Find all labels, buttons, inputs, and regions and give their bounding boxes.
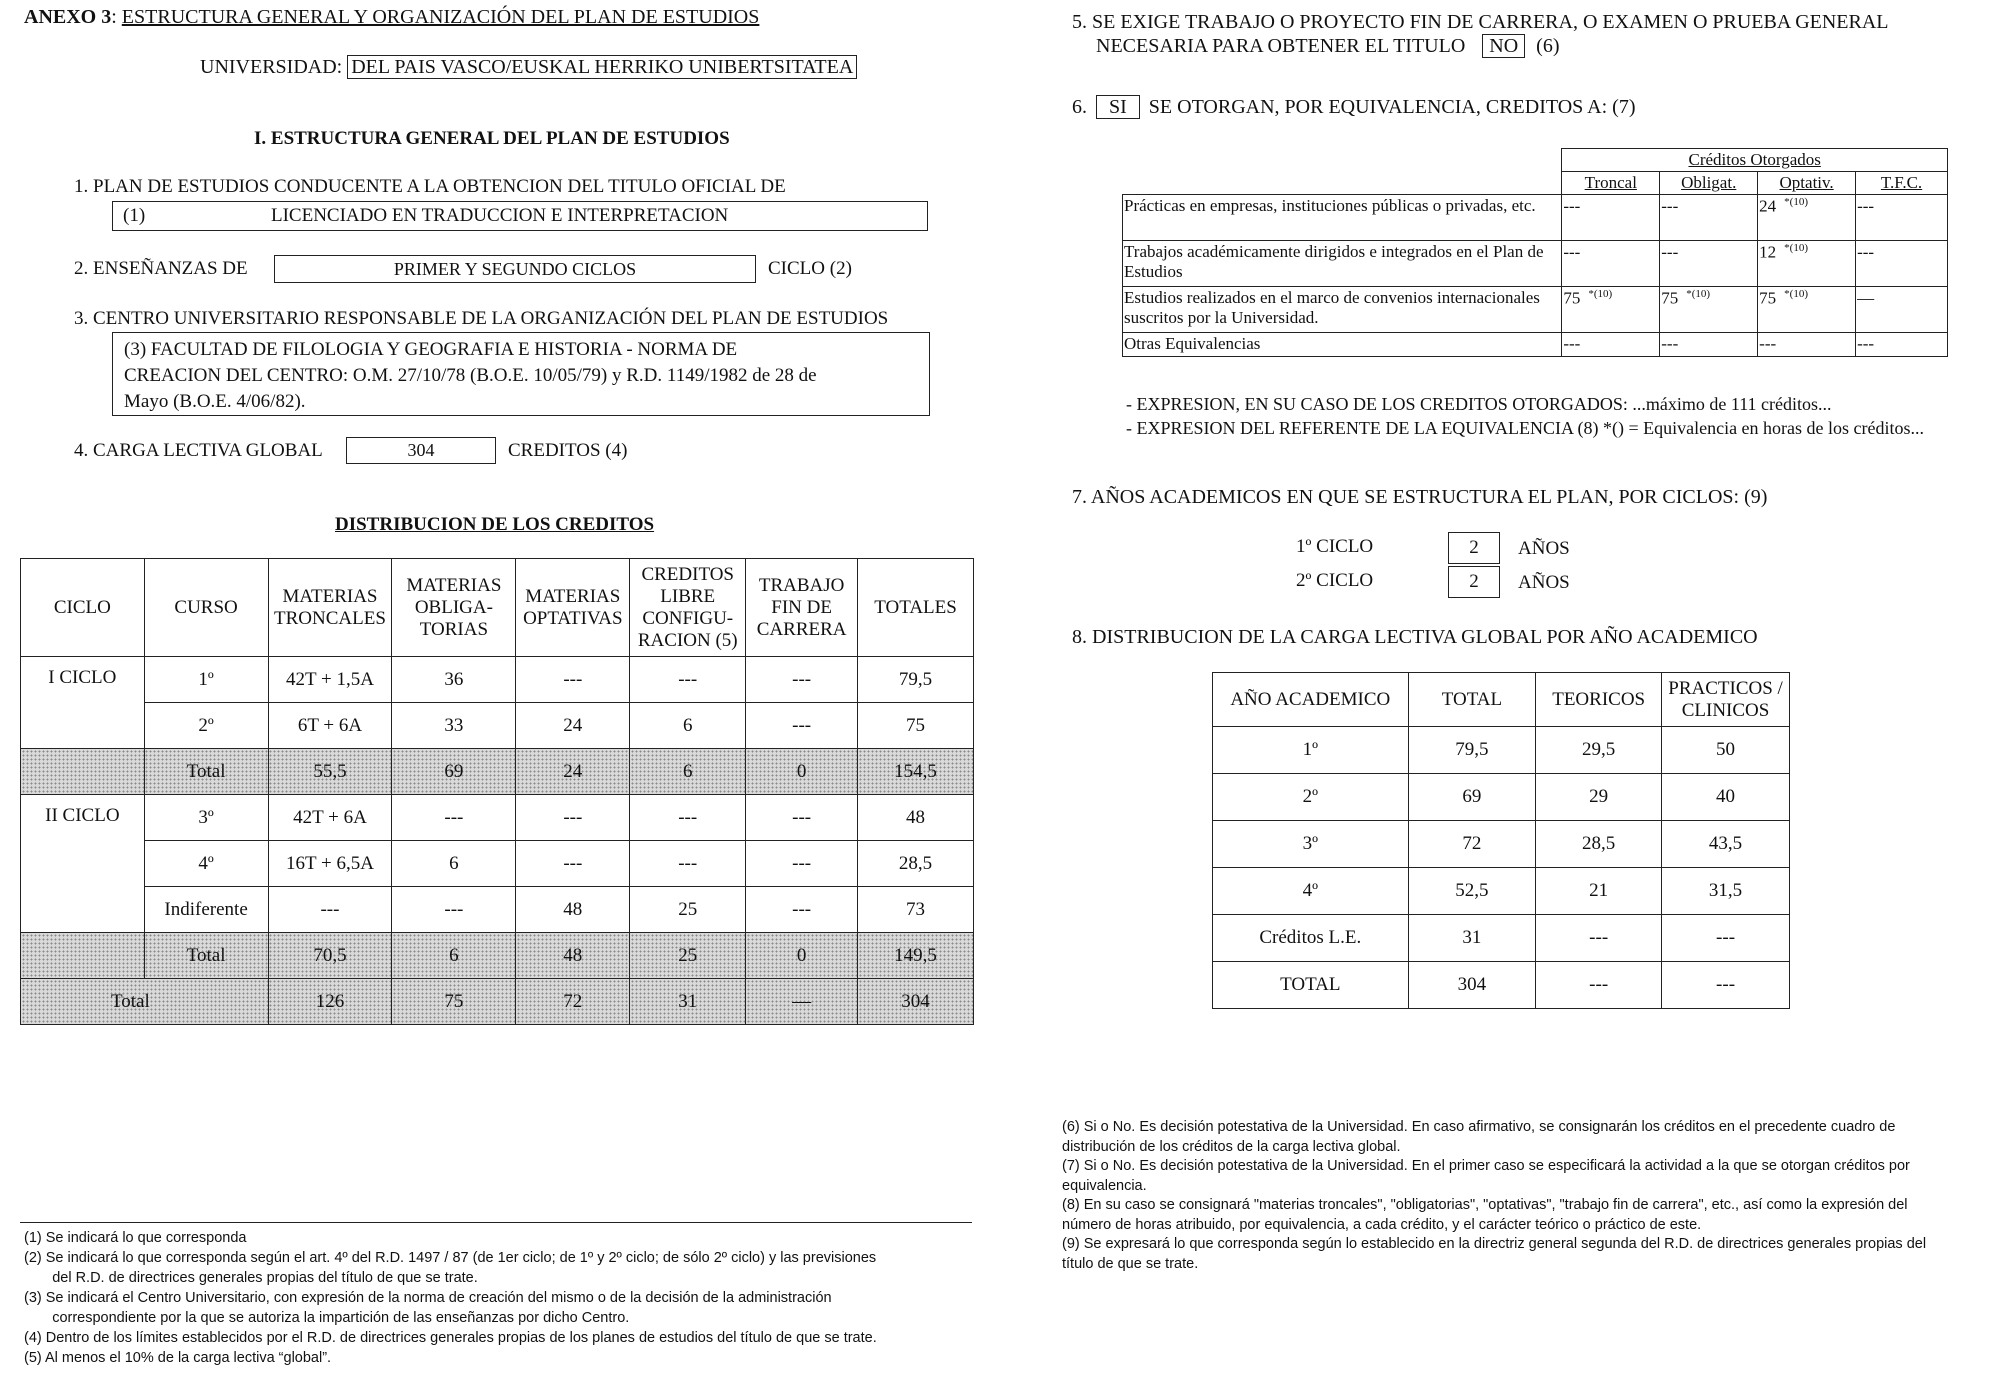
- item3-line2: CREACION DEL CENTRO: O.M. 27/10/78 (B.O.E. 10/05/79) y R.D. 1149/1982 de 28 de: [124, 365, 817, 386]
- header-practicos: PRACTICOS / CLINICOS: [1662, 673, 1790, 727]
- item4-label: 4. CARGA LECTIVA GLOBAL: [74, 440, 323, 461]
- item5-ref: (6): [1536, 35, 1560, 57]
- item6-expressions: [1126, 392, 1924, 440]
- header-total: TOTAL: [1408, 673, 1536, 727]
- col-optativ: Optativ.: [1758, 172, 1856, 195]
- university-name: DEL PAIS VASCO/EUSKAL HERRIKO UNIBERTSITATEA: [347, 55, 857, 79]
- university-label: UNIVERSIDAD:: [200, 56, 343, 78]
- item7-label: 7. AÑOS ACADEMICOS EN QUE SE ESTRUCTURA EL PLAN, POR CICLOS: (9): [1072, 486, 1768, 508]
- item3-label: 3. CENTRO UNIVERSITARIO RESPONSABLE DE LA ORGANIZACIÓN DEL PLAN DE ESTUDIOS: [74, 308, 889, 329]
- item7-ciclo2-label: 2º CICLO: [1296, 570, 1374, 591]
- table-row: Prácticas en empresas, instituciones públicas o privadas, etc. --- --- 24 $^{*(10)}$ ---: [1123, 195, 1948, 241]
- item4-suffix: CREDITOS (4): [508, 440, 628, 461]
- item1-value: LICENCIADO EN TRADUCCION E INTERPRETACION: [271, 205, 729, 226]
- header-curso: CURSO: [144, 559, 268, 657]
- header-totales: TOTALES: [858, 559, 974, 657]
- distribution-title: DISTRIBUCION DE LOS CREDITOS: [335, 514, 655, 535]
- table-row: Créditos L.E. 31 --- ---: [1213, 915, 1790, 962]
- annex-heading: ESTRUCTURA GENERAL Y ORGANIZACIÓN DEL PLAN DE ESTUDIOS: [121, 6, 760, 28]
- table-row: 2º 6T + 6A 33 24 6 --- 75: [21, 703, 974, 749]
- table-row: 4º 52,5 21 31,5: [1213, 868, 1790, 915]
- item3-line1: (3) FACULTAD DE FILOLOGIA Y GEOGRAFIA E HISTORIA - NORMA DE: [124, 339, 738, 360]
- item5-line2: NECESARIA PARA OBTENER EL TITULO: [1096, 35, 1466, 57]
- header-troncales: MATERIAS TRONCALES: [268, 559, 392, 657]
- table-row: 1º 79,5 29,5 50: [1213, 727, 1790, 774]
- table-row: I CICLO 1º 42T + 1,5A 36 --- --- --- 79,5: [21, 657, 974, 703]
- item2-suffix: CICLO (2): [768, 258, 852, 279]
- table-row: Estudios realizados en el marco de convenios internacionales suscritos por la Universidad. 75 $^{*(10)}$ 75 $^{*(10)}$ 75 $^{*(10)}$ —: [1123, 287, 1948, 333]
- item6-expr2: - EXPRESION DEL REFERENTE DE LA EQUIVALENCIA (8) *() = Equivalencia en horas de los créditos...: [1126, 418, 1925, 438]
- credits-table: [1122, 148, 1948, 357]
- table-row-grand-total: Total 126 75 72 31 — 304: [21, 979, 974, 1025]
- item2-label: 2. ENSEÑANZAS DE: [74, 258, 248, 279]
- item6-expr1: - EXPRESION, EN SU CASO DE LOS CREDITOS OTORGADOS: ...máximo de 111 créditos...: [1126, 394, 1832, 414]
- item5: [1072, 10, 1889, 58]
- item1-label: 1. PLAN DE ESTUDIOS CONDUCENTE A LA OBTENCION DEL TITULO OFICIAL DE: [74, 176, 786, 197]
- table-row: II CICLO 3º 42T + 6A --- --- --- --- 48: [21, 795, 974, 841]
- footnotes-left: (1) Se indicará lo que corresponda (2) Se indicará lo que corresponda según el art. 4º del R.D. 1497 / 87 (de 1er ciclo; de 1º y 2º ciclo; de sólo 2º ciclo) y las previsiones del R.D. de directrices generales propias del título de que se trate. (3) Se indicará el Centro Universitario, con expresión de la norma de creación del mismo o de la decisión de la administración correspondiente por la que se autoriza la impartición de las enseñanzas por dicho Centro. (4) Dentro de los límites establecidos por el R.D. de directrices generales propias de los planes de estudios del título de que se trate. (5) Al menos el 10% de la carga lectiva “global”.: [24, 1230, 877, 1366]
- table-row: TOTAL 304 --- ---: [1213, 962, 1790, 1009]
- distribution-header-row: [21, 559, 974, 657]
- item8-label: 8. DISTRIBUCION DE LA CARGA LECTIVA GLOBAL POR AÑO ACADEMICO: [1072, 626, 1758, 648]
- ciclo1-label: I CICLO: [21, 657, 145, 749]
- section-title: I. ESTRUCTURA GENERAL DEL PLAN DE ESTUDIOS: [254, 128, 730, 149]
- table-row-subtotal: Total 55,5 69 24 6 0 154,5: [21, 749, 974, 795]
- header-libre: CREDITOS LIBRE CONFIGU- RACION (5): [630, 559, 746, 657]
- item7-unit-1: AÑOS: [1518, 538, 1570, 559]
- annual-load-table: [1212, 672, 1790, 1009]
- annex-title: ANEXO 3: ESTRUCTURA GENERAL Y ORGANIZACIÓN DEL PLAN DE ESTUDIOS: [24, 6, 760, 28]
- table-row: Otras Equivalencias --- --- --- ---: [1123, 333, 1948, 357]
- header-optativas: MATERIAS OPTATIVAS: [516, 559, 630, 657]
- header-obligatorias: MATERIAS OBLIGA- TORIAS: [392, 559, 516, 657]
- item6-number: 6.: [1072, 96, 1087, 118]
- table-row: 2º 69 29 40: [1213, 774, 1790, 821]
- item4-value: 304: [346, 437, 496, 464]
- item7-ciclo1-label: 1º CICLO: [1296, 536, 1374, 557]
- item6-row: [1072, 96, 1636, 119]
- footnote-divider: [20, 1222, 972, 1223]
- item2-value: PRIMER Y SEGUNDO CICLOS: [274, 255, 756, 283]
- item5-line1: 5. SE EXIGE TRABAJO O PROYECTO FIN DE CARRERA, O EXAMEN O PRUEBA GENERAL: [1072, 11, 1889, 33]
- item7-ciclo1-value: 2: [1448, 532, 1500, 564]
- item7-unit-2: AÑOS: [1518, 572, 1570, 593]
- col-tfc: T.F.C.: [1856, 172, 1948, 195]
- table-row: 4º 16T + 6,5A 6 --- --- --- 28,5: [21, 841, 974, 887]
- annual-load-header: [1213, 673, 1790, 727]
- table-row: Trabajos académicamente dirigidos e integrados en el Plan de Estudios --- --- 12 $^{*(10)}$ ---: [1123, 241, 1948, 287]
- header-ciclo: CICLO: [21, 559, 145, 657]
- item1-value-box: [112, 201, 928, 231]
- credits-table-title: Créditos Otorgados: [1562, 149, 1948, 172]
- header-trabajo: TRABAJO FIN DE CARRERA: [746, 559, 858, 657]
- item6-value: SI: [1096, 95, 1140, 119]
- table-row: Indiferente --- --- 48 25 --- 73: [21, 887, 974, 933]
- item1-ref: (1): [123, 205, 146, 226]
- annex-prefix: ANEXO 3: [24, 6, 112, 28]
- distribution-table: [20, 558, 974, 1025]
- university-row: [200, 56, 857, 79]
- header-ano: AÑO ACADEMICO: [1213, 673, 1409, 727]
- ciclo2-label: II CICLO: [21, 795, 145, 933]
- footnotes-right: (6) Si o No. Es decisión potestativa de la Universidad. En caso afirmativo, se consignarán los créditos en el precedente cuadro de distribución de los créditos de la carga lectiva global. (7) Si o No. Es decisión potestativa de la Universidad. En el primer caso se especificará la actividad a la que se otorgan créditos por equivalencia. (8) En su caso se consignará "materias troncales", "obligatorias", "optativas", "trabajo fin de carrera", etc., así como la expresión del número de horas atribuido, por equivalencia, a cada crédito, y el carácter teórico o práctico de este. (9) Se expresará lo que corresponda según lo establecido en la directriz general segunda del R.D. de directrices generales propias del título de que se trate.: [1062, 1119, 1927, 1272]
- item3-line3: Mayo (B.O.E. 4/06/82).: [124, 391, 306, 412]
- col-obligat: Obligat.: [1660, 172, 1758, 195]
- item7-ciclo2-value: 2: [1448, 566, 1500, 598]
- header-teoricos: TEORICOS: [1536, 673, 1662, 727]
- item6-label: SE OTORGAN, POR EQUIVALENCIA, CREDITOS A: (7): [1148, 96, 1636, 118]
- table-row: 3º 72 28,5 43,5: [1213, 821, 1790, 868]
- item5-value: NO: [1482, 34, 1525, 58]
- item3-value-box: [112, 332, 930, 416]
- col-troncal: Troncal: [1562, 172, 1660, 195]
- table-row-subtotal: Total 70,5 6 48 25 0 149,5: [21, 933, 974, 979]
